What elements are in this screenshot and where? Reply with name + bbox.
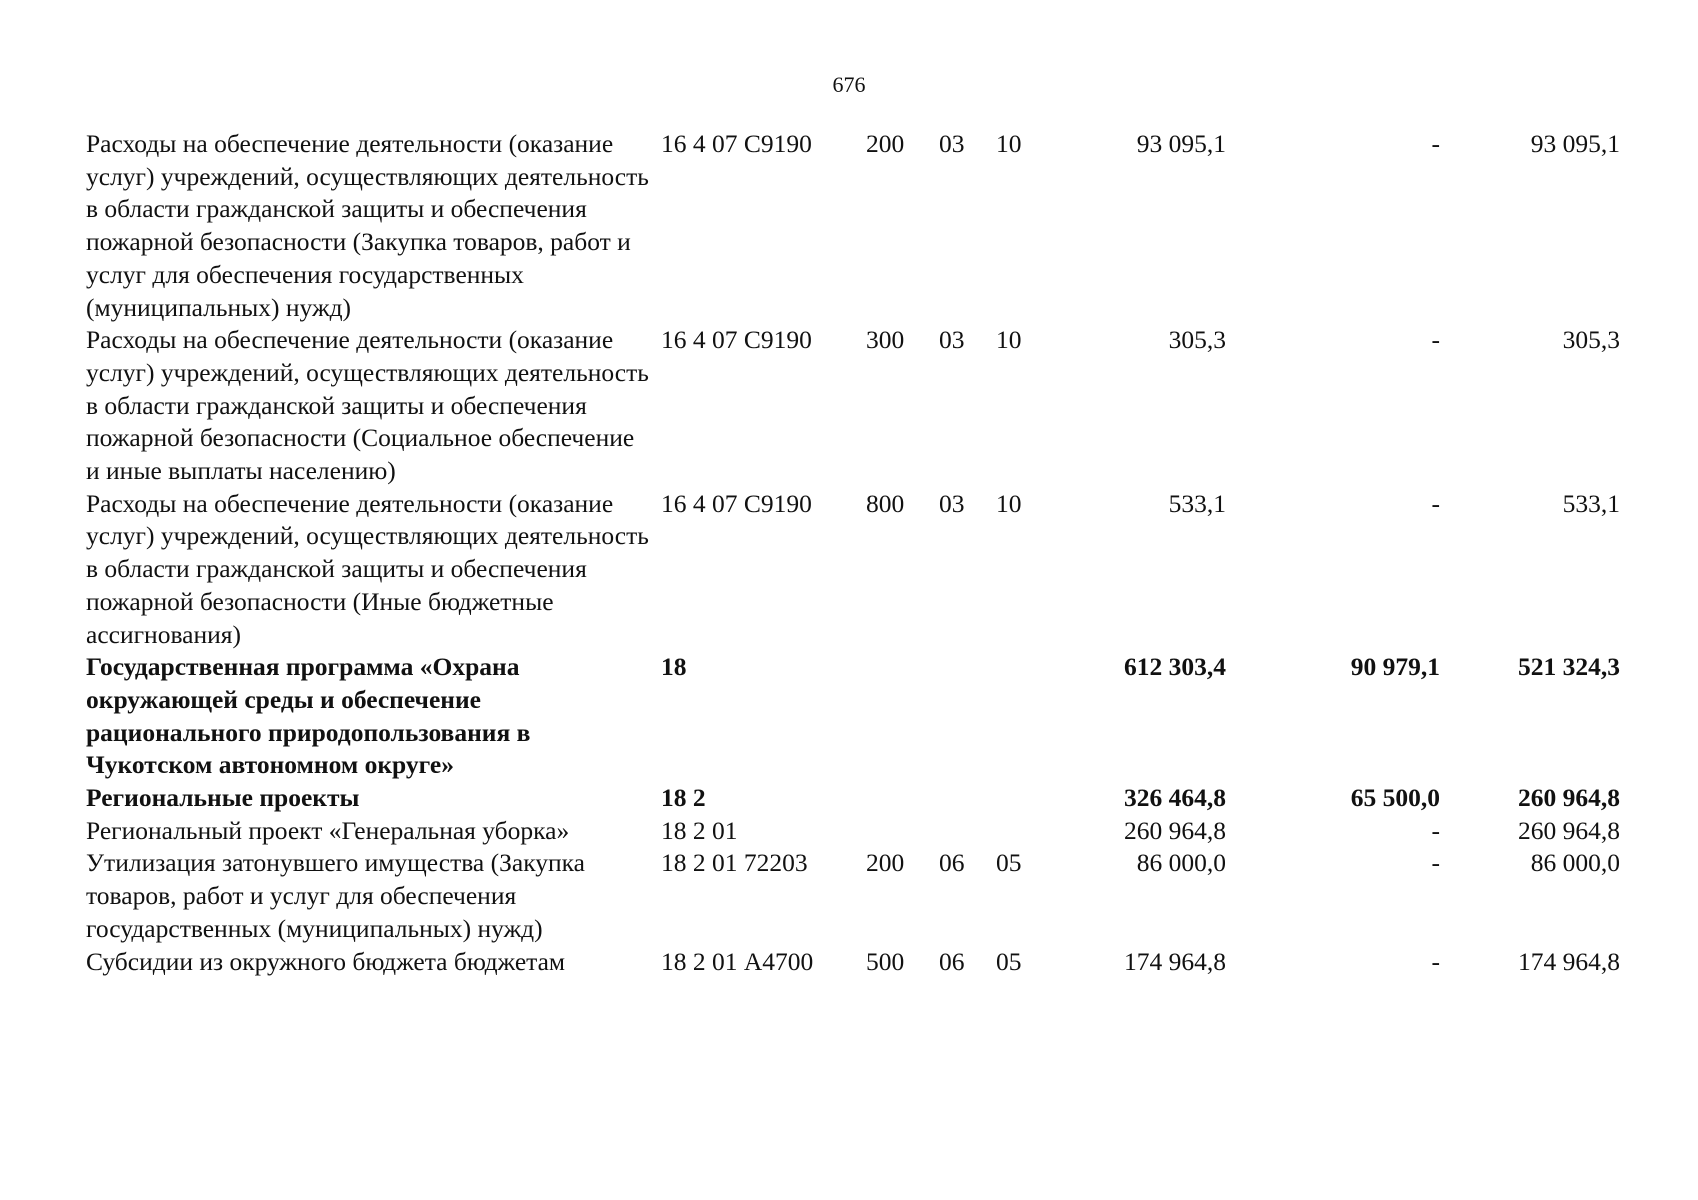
row-pr: 05 [996,848,1022,878]
row-pr [996,815,1076,848]
row-vr: 300 [866,325,905,355]
row-name: Расходы на обеспечение деятельности (оказание услуг) учреждений, осуществляющих деятельность в области гражданской защиты и обеспечения пожарной безопасности (Иные бюджетные ассигнования) [86,488,649,649]
row-sum-total: 533,1 [1168,488,1226,518]
row-sum-total: 326 464,8 [1124,783,1226,813]
row-sum-reg: 533,1 [1562,488,1620,518]
row-sum-reg: 93 095,1 [1530,129,1620,158]
row-csr: 16 4 07 С9190 [661,325,812,355]
row-vr [866,651,939,782]
row-rz: 03 [939,325,965,355]
row-sum-fed: - [1431,129,1440,158]
row-name: Утилизация затонувшего имущества (Закупка товаров, работ и услуг для обеспечения государственных (муниципальных) нужд) [86,848,585,943]
row-rz: 03 [939,488,965,518]
row-name: Расходы на обеспечение деятельности (оказание услуг) учреждений, осуществляющих деятельность в области гражданской защиты и обеспечения пожарной безопасности (Социальное обеспечение и иные выплаты населению) [86,325,649,486]
row-pr: 05 [996,946,1022,976]
table-row [86,488,1620,652]
row-vr: 200 [866,848,905,878]
row-rz: 06 [939,946,965,976]
row-rz: 03 [939,129,965,158]
row-pr [996,651,1076,782]
row-name: Расходы на обеспечение деятельности (оказание услуг) учреждений, осуществляющих деятельность в области гражданской защиты и обеспечения пожарной безопасности (Закупка товаров, работ и услуг для обеспечения государственных (муниципальных) нужд) [86,129,649,322]
row-csr: 18 2 01 72203 [661,848,808,878]
row-sum-reg: 86 000,0 [1530,848,1620,878]
table-row [86,946,1620,979]
row-rz [939,815,996,848]
table-row [86,815,1620,848]
row-sum-total: 612 303,4 [1124,652,1226,682]
row-csr: 18 2 [661,783,706,813]
row-sum-fed: - [1431,815,1440,845]
row-sum-total: 93 095,1 [1136,129,1226,158]
row-vr: 200 [866,129,905,158]
row-sum-total: 305,3 [1168,325,1226,355]
row-sum-fed: - [1431,325,1440,355]
row-sum-fed: 90 979,1 [1350,652,1440,682]
table-row-program [86,651,1620,782]
row-sum-reg: 305,3 [1562,325,1620,355]
row-pr: 10 [996,325,1022,355]
table-row [86,847,1620,945]
row-csr: 18 [661,652,687,682]
row-csr: 16 4 07 С9190 [661,488,812,518]
row-sum-fed: 65 500,0 [1350,783,1440,813]
row-sum-fed: - [1431,848,1440,878]
row-name: Субсидии из окружного бюджета бюджетам [86,946,566,976]
row-vr: 800 [866,488,905,518]
row-rz [939,782,996,815]
row-sum-fed: - [1431,488,1440,518]
row-csr: 18 2 01 [661,815,738,845]
row-rz: 06 [939,848,965,878]
row-sum-reg: 260 964,8 [1518,815,1620,845]
row-sum-total: 260 964,8 [1124,815,1226,845]
row-vr [866,815,939,848]
row-sum-reg: 521 324,3 [1518,652,1620,682]
row-vr [866,782,939,815]
table-row [86,324,1620,488]
budget-table [86,128,1620,978]
row-csr: 16 4 07 С9190 [661,129,812,158]
table-row-section [86,782,1620,815]
row-name: Региональные проекты [86,783,360,813]
row-sum-total: 174 964,8 [1124,946,1226,976]
table-row [86,128,1620,324]
row-sum-total: 86 000,0 [1136,848,1226,878]
row-vr: 500 [866,946,905,976]
row-pr [996,782,1076,815]
row-sum-reg: 174 964,8 [1518,946,1620,976]
row-name: Государственная программа «Охрана окружающей среды и обеспечение рационального природопользования в Чукотском автономном округе» [86,652,531,780]
row-name: Региональный проект «Генеральная уборка» [86,815,570,845]
row-csr: 18 2 01 А4700 [661,946,814,976]
row-sum-fed: - [1431,946,1440,976]
row-pr: 10 [996,129,1022,158]
row-sum-reg: 260 964,8 [1518,783,1620,813]
row-rz [939,651,996,782]
page-number: 676 [832,72,866,97]
row-pr: 10 [996,488,1022,518]
